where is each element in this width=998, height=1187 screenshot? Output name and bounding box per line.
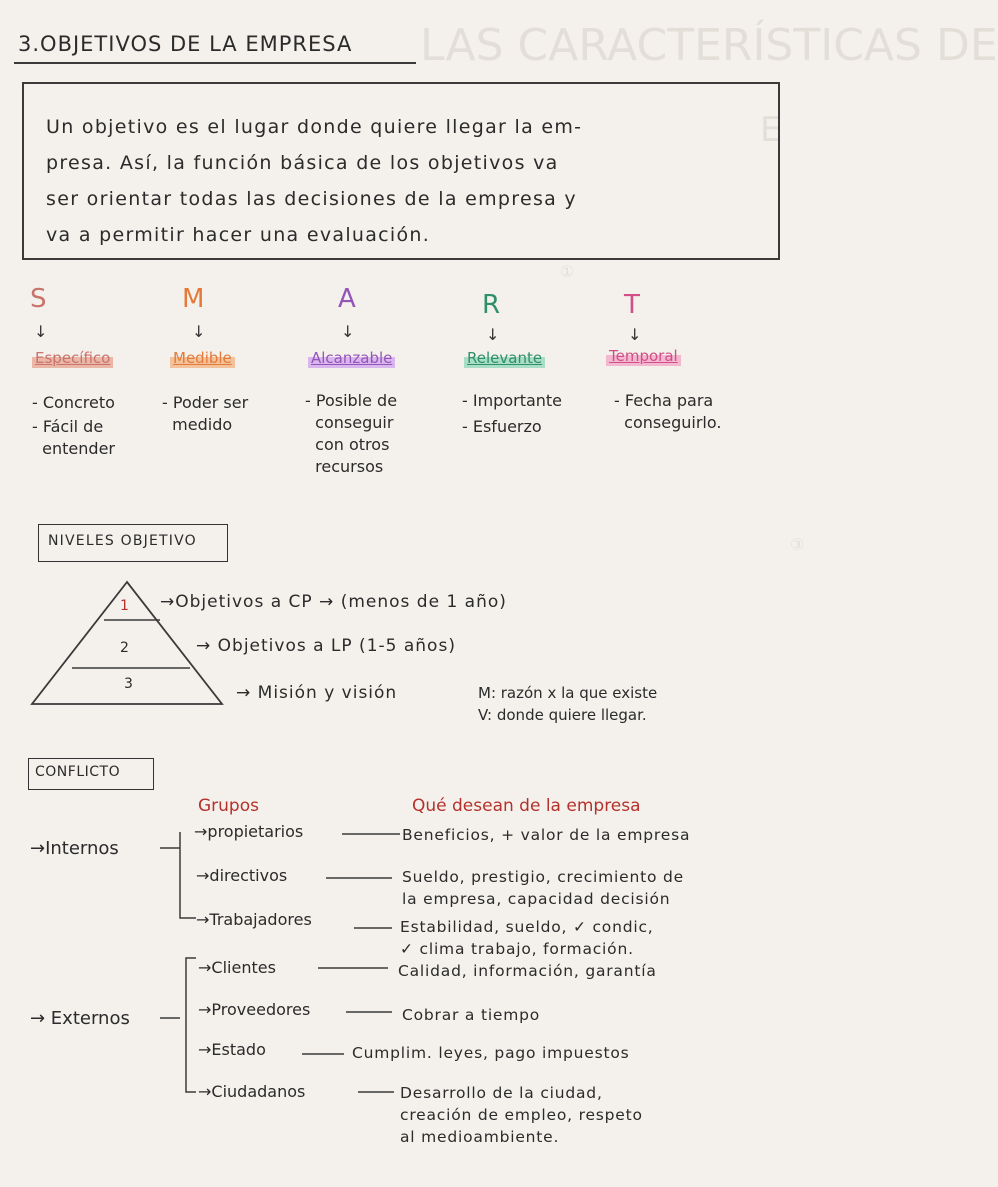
want-line: Beneficios, + valor de la empresa	[402, 826, 691, 844]
wants-propietarios	[402, 824, 690, 846]
smart-word-relevant: Relevante	[464, 348, 545, 368]
bleed-through-text: ③	[790, 535, 805, 554]
want-line: Desarrollo de la ciudad,	[400, 1084, 603, 1102]
desc-line: - Concreto	[32, 393, 115, 412]
externos-label: → Externos	[30, 1008, 130, 1029]
want-line: Sueldo, prestigio, crecimiento de	[402, 868, 684, 886]
group-trabajadores	[196, 910, 312, 929]
smart-letter-m: M	[182, 284, 205, 314]
arrow-icon: →	[198, 1082, 212, 1101]
want-line: Calidad, información, garantía	[398, 962, 657, 980]
want-line: Cobrar a tiempo	[402, 1006, 541, 1024]
desc-line: recursos	[305, 457, 384, 476]
desc-line: conseguirlo.	[614, 413, 722, 432]
group-clientes	[198, 958, 276, 977]
nivel-2-text: → Objetivos a LP (1-5 años)	[196, 636, 456, 656]
down-arrow-icon: ↓	[34, 322, 48, 341]
desc-line: conseguir	[305, 413, 394, 432]
desc-line: con otros	[305, 435, 390, 454]
definition-line: Un objetivo es el lugar donde quiere llegar la em-	[46, 116, 583, 138]
group-name: Proveedores	[211, 1000, 311, 1019]
want-line: Cumplim. leyes, pago impuestos	[352, 1044, 630, 1062]
wants-directivos	[402, 866, 684, 910]
wants-clientes	[398, 960, 657, 982]
mission-line: M: razón x la que existe	[478, 684, 658, 702]
definition-line: va a permitir hacer una evaluación.	[46, 224, 431, 246]
smart-word-achievable: Alcanzable	[308, 348, 395, 368]
group-name: propietarios	[207, 822, 304, 841]
conflicto-label: CONFLICTO	[35, 764, 121, 780]
smart-word-timebound: Temporal	[606, 346, 681, 366]
smart-letter-a: A	[338, 284, 356, 314]
down-arrow-icon: ↓	[341, 322, 355, 341]
page-title: 3.OBJETIVOS DE LA EMPRESA	[18, 32, 353, 56]
bleed-through-text: ①	[560, 262, 575, 281]
wants-ciudadanos	[400, 1082, 643, 1148]
arrow-icon: →	[194, 822, 208, 841]
niveles-label: NIVELES OBJETIVO	[48, 533, 197, 549]
down-arrow-icon: ↓	[192, 322, 206, 341]
vision-line: V: donde quiere llegar.	[478, 706, 647, 724]
pyramid-level-1: 1	[120, 598, 129, 614]
desean-header: Qué desean de la empresa	[412, 796, 641, 816]
smart-letter-s: S	[30, 284, 47, 314]
nivel-1-text: →Objetivos a CP → (menos de 1 año)	[160, 592, 507, 612]
group-name: Clientes	[211, 958, 276, 977]
desc-line: - Importante	[462, 391, 563, 410]
arrow-icon: →	[196, 866, 210, 885]
pyramid-level-2: 2	[120, 640, 129, 656]
group-proveedores	[198, 1000, 310, 1019]
smart-letter-r: R	[482, 290, 501, 320]
group-ciudadanos	[198, 1082, 305, 1101]
wants-trabajadores	[400, 916, 654, 960]
want-line: creación de empleo, respeto	[400, 1106, 643, 1124]
definition-line: ser orientar todas las decisiones de la empresa y	[46, 188, 577, 210]
down-arrow-icon: ↓	[486, 325, 500, 344]
down-arrow-icon: ↓	[628, 325, 642, 344]
desc-line: - Fácil de	[32, 417, 104, 436]
group-name: directivos	[209, 866, 288, 885]
arrow-icon: →	[198, 1000, 212, 1019]
want-line: la empresa, capacidad decisión	[402, 890, 671, 908]
pyramid-level-3: 3	[124, 676, 133, 692]
group-name: Estado	[211, 1040, 266, 1059]
definition-line: presa. Así, la función básica de los objetivos va	[46, 152, 559, 174]
smart-letter-t: T	[624, 290, 640, 320]
group-propietarios	[194, 822, 303, 841]
nivel-3-text: → Misión y visión	[236, 683, 398, 703]
desc-line: - Esfuerzo	[462, 417, 542, 436]
group-name: Trabajadores	[209, 910, 312, 929]
want-line: al medioambiente.	[400, 1128, 560, 1146]
desc-line: medido	[162, 415, 233, 434]
arrow-icon: →	[198, 1040, 212, 1059]
desc-line: - Posible de	[305, 391, 398, 410]
bleed-through-text: E	[760, 110, 782, 150]
group-directivos	[196, 866, 287, 885]
desc-line: - Fecha para	[614, 391, 714, 410]
group-estado	[198, 1040, 266, 1059]
bleed-through-text: LAS CARACTERÍSTICAS DE	[420, 20, 998, 71]
wants-proveedores	[402, 1004, 540, 1026]
want-line: ✓ clima trabajo, formación.	[400, 940, 634, 958]
smart-word-specific: Específico	[32, 348, 113, 368]
arrow-icon: →	[196, 910, 210, 929]
wants-estado	[352, 1042, 630, 1064]
want-line: Estabilidad, sueldo, ✓ condic,	[400, 918, 654, 936]
arrow-icon: →	[198, 958, 212, 977]
group-name: Ciudadanos	[211, 1082, 306, 1101]
grupos-header: Grupos	[198, 796, 259, 816]
internos-label: →Internos	[30, 838, 119, 859]
smart-word-measurable: Medible	[170, 348, 235, 368]
desc-line: - Poder ser	[162, 393, 249, 412]
desc-line: entender	[32, 439, 115, 458]
